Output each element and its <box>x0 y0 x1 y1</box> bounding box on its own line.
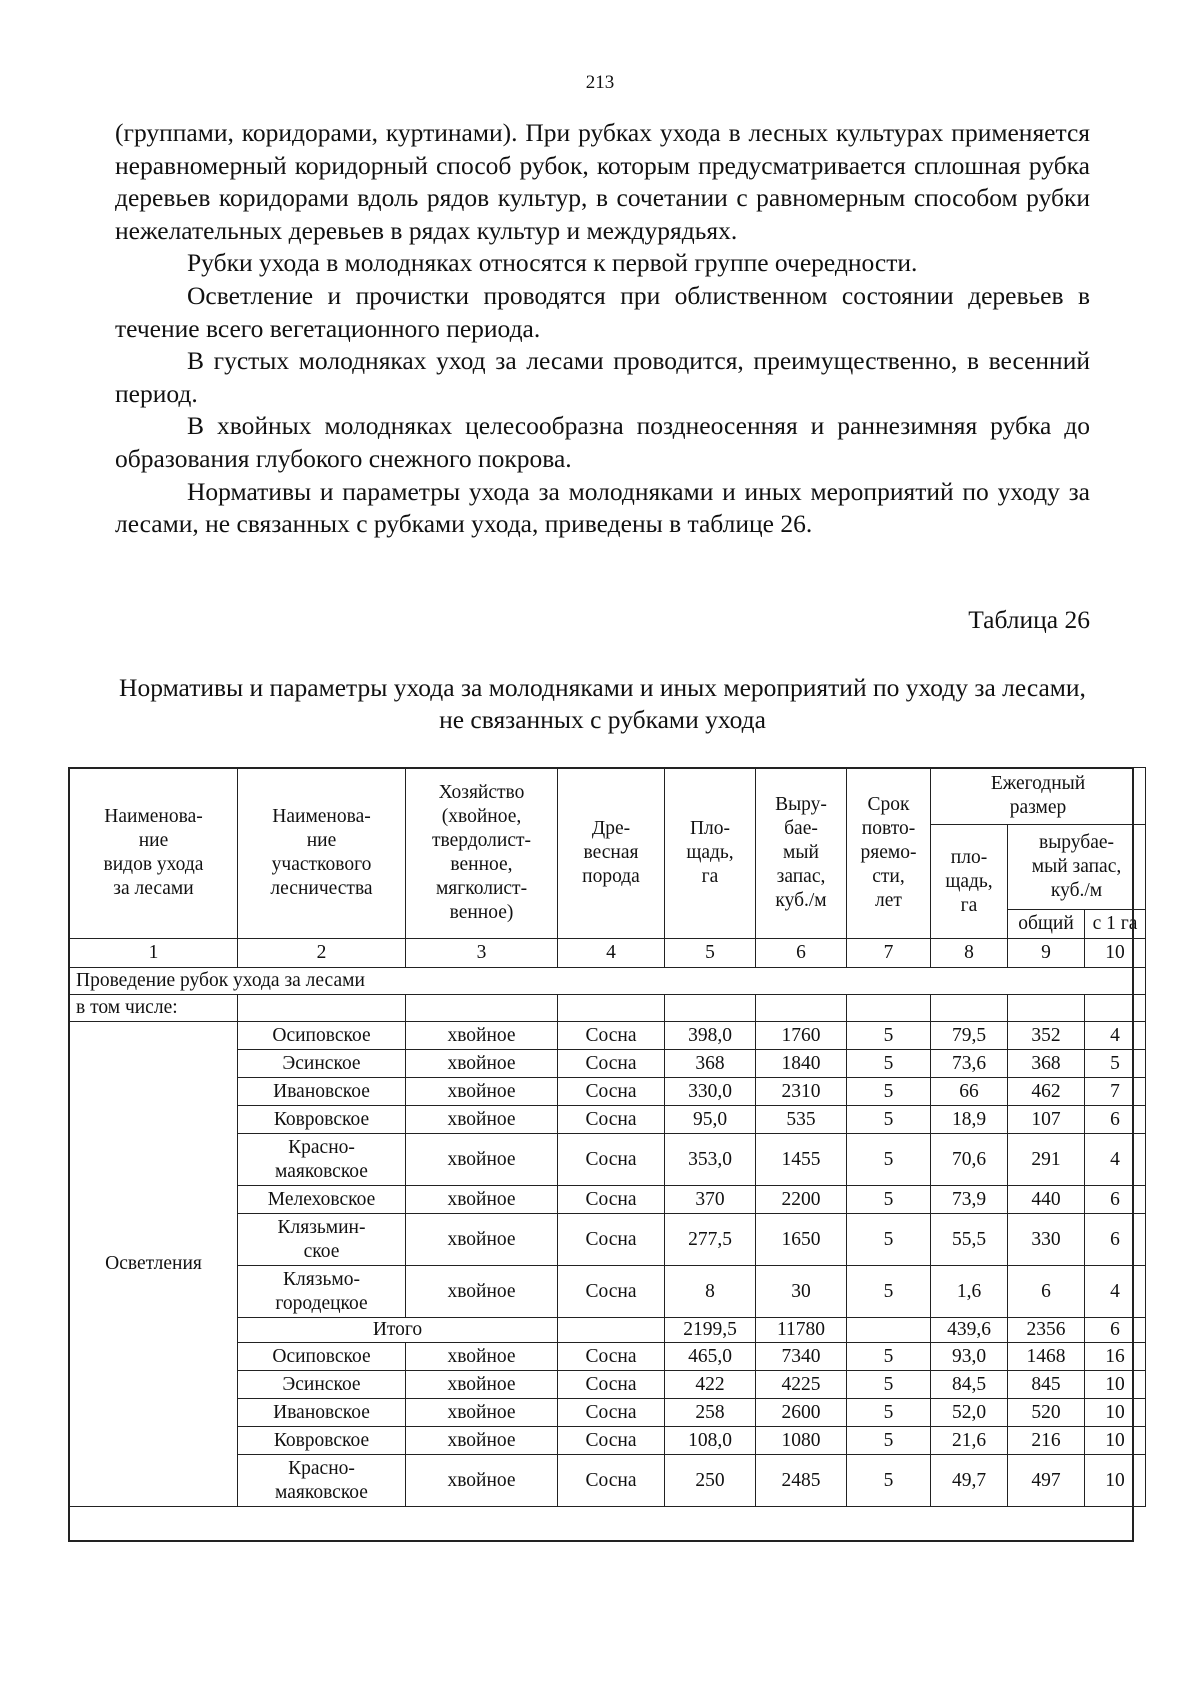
header-cell: Ежегодный размер <box>931 768 1146 825</box>
cell-stock: 4225 <box>756 1371 847 1399</box>
cell-annual-area: 70,6 <box>931 1134 1008 1186</box>
cell-area: 330,0 <box>665 1078 756 1106</box>
cell-farm: хвойное <box>406 1343 558 1371</box>
paragraph: В хвойных молодняках целесообразна позднеосенняя и раннезимняя рубка до образования глубокого снежного покрова. <box>115 411 1090 473</box>
cell-annual-area: 79,5 <box>931 1022 1008 1050</box>
column-number: 7 <box>847 939 931 968</box>
cell-area: 277,5 <box>665 1214 756 1266</box>
column-number: 10 <box>1085 939 1146 968</box>
cell-forestry: Красно- маяковское <box>238 1134 406 1186</box>
cell-stock: 1840 <box>756 1050 847 1078</box>
cell-stock: 1650 <box>756 1214 847 1266</box>
cell-farm: хвойное <box>406 1214 558 1266</box>
cell-annual-area: 18,9 <box>931 1106 1008 1134</box>
cell-forestry: Клязьмо- городецкое <box>238 1266 406 1318</box>
header-cell: общий <box>1008 910 1085 939</box>
cell-area: 398,0 <box>665 1022 756 1050</box>
data-table <box>69 767 1146 1507</box>
header-cell: Дре- весная порода <box>558 768 665 939</box>
cell-farm: хвойное <box>406 1266 558 1318</box>
cell-period: 5 <box>847 1134 931 1186</box>
cell-period: 5 <box>847 1078 931 1106</box>
header-cell: Выру- бае- мый запас, куб./м <box>756 768 847 939</box>
cell-stock: 2485 <box>756 1455 847 1507</box>
column-number: 5 <box>665 939 756 968</box>
cell-period: 5 <box>847 1371 931 1399</box>
cell-area: 465,0 <box>665 1343 756 1371</box>
header-cell: Срок повто- ряемо- сти, лет <box>847 768 931 939</box>
section-row: Проведение рубок ухода за лесами <box>70 968 1146 995</box>
table-label: Таблица 26 <box>968 605 1090 634</box>
cell-period: 5 <box>847 1022 931 1050</box>
cell-farm: хвойное <box>406 1050 558 1078</box>
cell-annual-area: 73,6 <box>931 1050 1008 1078</box>
cell-area: 370 <box>665 1186 756 1214</box>
cell-farm: хвойное <box>406 1106 558 1134</box>
cell-species: Сосна <box>558 1343 665 1371</box>
body-text <box>115 117 1090 541</box>
cell-annual-total: 497 <box>1008 1455 1085 1507</box>
cell-annual-total: 368 <box>1008 1050 1085 1078</box>
cell-annual-area: 1,6 <box>931 1266 1008 1318</box>
cell-annual-area: 55,5 <box>931 1214 1008 1266</box>
cell-period: 5 <box>847 1343 931 1371</box>
cell-species: Сосна <box>558 1186 665 1214</box>
cell-per-ha: 10 <box>1085 1455 1146 1507</box>
total-area: 2199,5 <box>665 1318 756 1343</box>
cell-annual-area: 21,6 <box>931 1427 1008 1455</box>
cell-forestry: Осиповское <box>238 1022 406 1050</box>
cell-annual-total: 352 <box>1008 1022 1085 1050</box>
header-cell: Хозяйство (хвойное, твердолист- венное, мягколист- венное) <box>406 768 558 939</box>
cell-per-ha: 4 <box>1085 1022 1146 1050</box>
cell-period: 5 <box>847 1186 931 1214</box>
cell-annual-area: 93,0 <box>931 1343 1008 1371</box>
table-title: Нормативы и параметры ухода за молодняками и иных мероприятий по уходу за лесами, не связанных с рубками ухода <box>119 673 1086 734</box>
cell-area: 95,0 <box>665 1106 756 1134</box>
cell-farm: хвойное <box>406 1427 558 1455</box>
cell-annual-total: 440 <box>1008 1186 1085 1214</box>
cell-annual-area: 73,9 <box>931 1186 1008 1214</box>
cell-area: 108,0 <box>665 1427 756 1455</box>
cell-per-ha: 6 <box>1085 1186 1146 1214</box>
cell-species: Сосна <box>558 1371 665 1399</box>
cell-stock: 1455 <box>756 1134 847 1186</box>
cell-farm: хвойное <box>406 1371 558 1399</box>
column-number: 2 <box>238 939 406 968</box>
cell-stock: 535 <box>756 1106 847 1134</box>
paragraph: (группами, коридорами, куртинами). При рубках ухода в лесных культурах применяется неравномерный коридорный способ рубок, которым предусматривается сплошная рубка деревьев коридорами вдоль рядов культур, в сочетании с равномерным способом рубки нежелательных деревьев в рядах культур и междурядьях. <box>115 118 1090 245</box>
total-label: Итого <box>238 1318 558 1343</box>
cell-annual-area: 49,7 <box>931 1455 1008 1507</box>
cell-area: 368 <box>665 1050 756 1078</box>
cell-annual-area: 84,5 <box>931 1371 1008 1399</box>
cell-annual-area: 52,0 <box>931 1399 1008 1427</box>
cell-annual-total: 330 <box>1008 1214 1085 1266</box>
cell-forestry: Ивановское <box>238 1078 406 1106</box>
header-cell: вырубае- мый запас, куб./м <box>1008 825 1146 910</box>
cell-forestry: Эсинское <box>238 1050 406 1078</box>
cell-per-ha: 10 <box>1085 1399 1146 1427</box>
cell-period: 5 <box>847 1050 931 1078</box>
cell-forestry: Ковровское <box>238 1427 406 1455</box>
header-cell: Наименова- ние участкового лесничества <box>238 768 406 939</box>
cell-per-ha: 6 <box>1085 1106 1146 1134</box>
cell-area: 422 <box>665 1371 756 1399</box>
cell-period: 5 <box>847 1455 931 1507</box>
cell-forestry: Клязьмин- ское <box>238 1214 406 1266</box>
page-number: 213 <box>585 72 615 93</box>
cell-stock: 2600 <box>756 1399 847 1427</box>
cell-per-ha: 4 <box>1085 1266 1146 1318</box>
total-annual-area: 439,6 <box>931 1318 1008 1343</box>
paragraph: Рубки ухода в молодняках относятся к первой группе очередности. <box>187 248 918 278</box>
cell-species: Сосна <box>558 1106 665 1134</box>
cell-farm: хвойное <box>406 1022 558 1050</box>
cell-stock: 2200 <box>756 1186 847 1214</box>
cell-forestry: Ковровское <box>238 1106 406 1134</box>
table-row <box>70 1022 1146 1050</box>
cell-farm: хвойное <box>406 1455 558 1507</box>
cell-farm: хвойное <box>406 1078 558 1106</box>
cell-area: 8 <box>665 1266 756 1318</box>
cell-annual-area: 66 <box>931 1078 1008 1106</box>
subsection-row: в том числе: <box>70 995 238 1022</box>
column-number: 8 <box>931 939 1008 968</box>
cell-forestry: Красно- маяковское <box>238 1455 406 1507</box>
cell-species: Сосна <box>558 1022 665 1050</box>
header-cell: с 1 га <box>1085 910 1146 939</box>
cell-area: 258 <box>665 1399 756 1427</box>
cell-annual-total: 291 <box>1008 1134 1085 1186</box>
cell-annual-total: 6 <box>1008 1266 1085 1318</box>
column-number: 9 <box>1008 939 1085 968</box>
cell-species: Сосна <box>558 1050 665 1078</box>
cell-stock: 7340 <box>756 1343 847 1371</box>
group-label: Осветления <box>70 1022 238 1507</box>
cell-per-ha: 10 <box>1085 1371 1146 1399</box>
column-number: 4 <box>558 939 665 968</box>
cell-area: 353,0 <box>665 1134 756 1186</box>
cell-farm: хвойное <box>406 1134 558 1186</box>
cell-annual-total: 462 <box>1008 1078 1085 1106</box>
cell-stock: 2310 <box>756 1078 847 1106</box>
header-cell: Наименова- ние видов ухода за лесами <box>70 768 238 939</box>
paragraph: Осветление и прочистки проводятся при облиственном состоянии деревьев в течение всего вегетационного периода. <box>115 280 1090 343</box>
cell-farm: хвойное <box>406 1399 558 1427</box>
total-per-ha: 6 <box>1085 1318 1146 1343</box>
cell-period: 5 <box>847 1427 931 1455</box>
column-number: 3 <box>406 939 558 968</box>
cell-per-ha: 5 <box>1085 1050 1146 1078</box>
column-number: 1 <box>70 939 238 968</box>
header-cell: Пло- щадь, га <box>665 768 756 939</box>
cell-species: Сосна <box>558 1399 665 1427</box>
paragraph: Нормативы и параметры ухода за молодняками и иных мероприятий по уходу за лесами, не связанных с рубками ухода, приведены в таблице 26. <box>115 476 1090 539</box>
total-stock: 11780 <box>756 1318 847 1343</box>
cell-period: 5 <box>847 1399 931 1427</box>
cell-annual-total: 1468 <box>1008 1343 1085 1371</box>
cell-species: Сосна <box>558 1266 665 1318</box>
cell-per-ha: 6 <box>1085 1214 1146 1266</box>
cell-stock: 30 <box>756 1266 847 1318</box>
cell-per-ha: 7 <box>1085 1078 1146 1106</box>
cell-annual-total: 845 <box>1008 1371 1085 1399</box>
cell-area: 250 <box>665 1455 756 1507</box>
cell-stock: 1760 <box>756 1022 847 1050</box>
cell-per-ha: 10 <box>1085 1427 1146 1455</box>
cell-period: 5 <box>847 1106 931 1134</box>
paragraph: В густых молодняках уход за лесами проводится, преимущественно, в весенний период. <box>115 346 1090 408</box>
cell-annual-total: 520 <box>1008 1399 1085 1427</box>
cell-species: Сосна <box>558 1078 665 1106</box>
cell-stock: 1080 <box>756 1427 847 1455</box>
cell-annual-total: 216 <box>1008 1427 1085 1455</box>
header-cell: пло- щадь, га <box>931 825 1008 939</box>
cell-farm: хвойное <box>406 1186 558 1214</box>
cell-annual-total: 107 <box>1008 1106 1085 1134</box>
cell-per-ha: 4 <box>1085 1134 1146 1186</box>
cell-forestry: Эсинское <box>238 1371 406 1399</box>
cell-species: Сосна <box>558 1214 665 1266</box>
total-annual-total: 2356 <box>1008 1318 1085 1343</box>
cell-forestry: Мелеховское <box>238 1186 406 1214</box>
cell-forestry: Ивановское <box>238 1399 406 1427</box>
cell-period: 5 <box>847 1214 931 1266</box>
cell-species: Сосна <box>558 1455 665 1507</box>
column-number: 6 <box>756 939 847 968</box>
cell-species: Сосна <box>558 1134 665 1186</box>
cell-forestry: Осиповское <box>238 1343 406 1371</box>
cell-species: Сосна <box>558 1427 665 1455</box>
cell-per-ha: 16 <box>1085 1343 1146 1371</box>
cell-period: 5 <box>847 1266 931 1318</box>
